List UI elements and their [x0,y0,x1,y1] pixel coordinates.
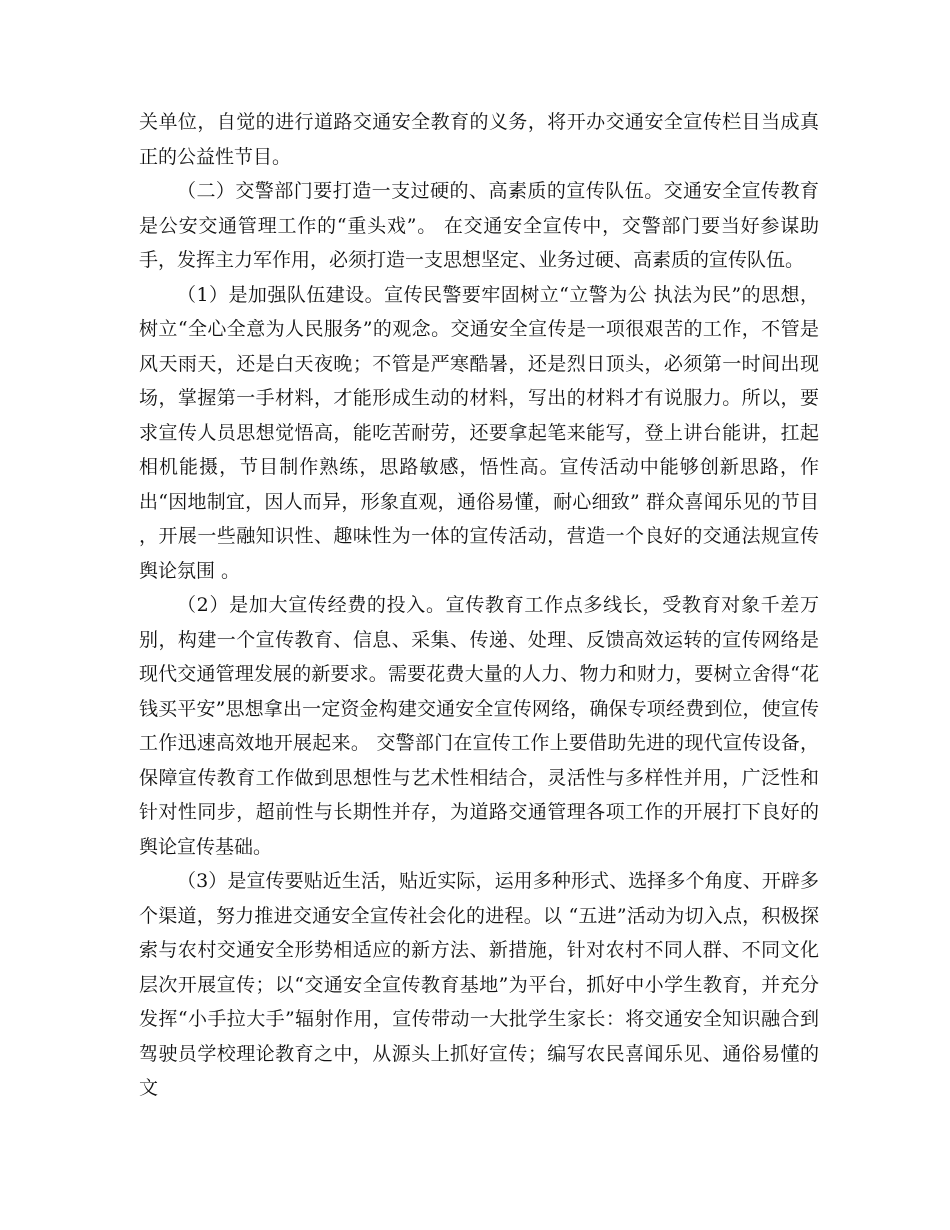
paragraph-section-two: （二）交警部门要打造一支过硬的、高素质的宣传队伍。交通安全宣传教育是公安交通管理工作的“重头戏”。 在交通安全宣传中，交警部门要当好参谋助手，发挥主力军作用，必须打造一支思想坚定、业务过硬、高素质的宣传队伍。 [139,180,819,271]
paragraph-continuation: 关单位，自觉的进行道路交通安全教育的义务，将开办交通安全宣传栏目当成真正的公益性节目。 [139,111,819,168]
paragraph-item-3: （3）是宣传要贴近生活，贴近实际，运用多种形式、选择多个角度、开辟多个渠道，努力推进交通安全宣传社会化的进程。以 “五进”活动为切入点，积极探索与农村交通安全形势相适应的新方法、新措施，针对农村不同人群、不同文化层次开展宣传；以“交通安全宣传教育基地”为平台，抓好中小学生教育，并充分发挥“小手拉大手”辐射作用，宣传带动一大批学生家长：将交通安全知识融合到驾驶员学校理论教育之中，从源头上抓好宣传；编写农民喜闻乐见、通俗易懂的文 [139,870,819,1099]
paragraph-item-2: （2）是加大宣传经费的投入。宣传教育工作点多线长，受教育对象千差万别，构建一个宣传教育、信息、采集、传递、处理、反馈高效运转的宣传网络是现代交通管理发展的新要求。需要花费大量的人力、物力和财力，要树立舍得“花钱买平安”思想拿出一定资金构建交通安全宣传网络，确保专项经费到位，使宣传工作迅速高效地开展起来。 交警部门在宣传工作上要借助先进的现代宣传设备，保障宣传教育工作做到思想性与艺术性相结合，灵活性与多样性并用，广泛性和针对性同步，超前性与长期性并存，为道路交通管理各项工作的开展打下良好的舆论宣传基础。 [139,594,819,858]
document-body [139,105,819,1106]
paragraph-item-1: （1）是加强队伍建设。宣传民警要牢固树立“立警为公 执法为民”的思想，树立“全心全意为人民服务”的观念。交通安全宣传是一项很艰苦的工作，不管是风天雨天，还是白天夜晚；不管是严寒酷暑，还是烈日顶头，必须第一时间出现场，掌握第一手材料，才能形成生动的材料，写出的材料才有说服力。所以，要求宣传人员思想觉悟高，能吃苦耐劳，还要拿起笔来能写，登上讲台能讲，扛起相机能摄，节目制作熟练，思路敏感，悟性高。宣传活动中能够创新思路，作出“因地制宜，因人而异，形象直观，通俗易懂，耐心细致” 群众喜闻乐见的节目 ，开展一些融知识性、趣味性为一体的宣传活动，营造一个良好的交通法规宣传舆论氛围 。 [139,283,819,582]
